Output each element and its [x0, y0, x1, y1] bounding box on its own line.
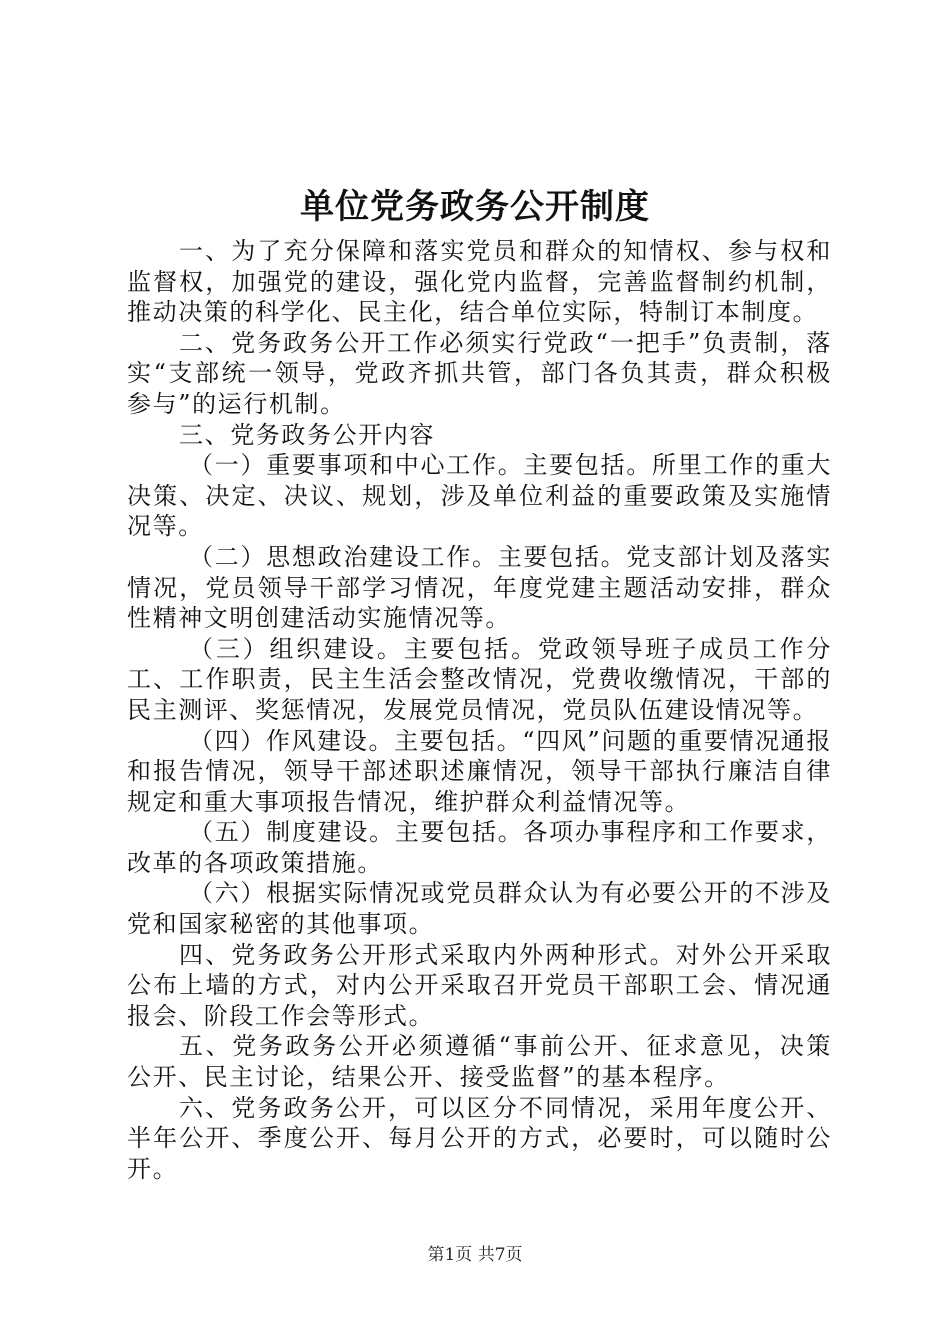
paragraph-3-item-3: （三）组织建设。主要包括。党政领导班子成员工作分工、工作职责，民主生活会整改情况，党费收缴情况，干部的民主测评、奖惩情况，发展党员情况，党员队伍建设情况等。	[127, 634, 832, 724]
page-number-footer: 第1页 共7页	[427, 1245, 523, 1265]
paragraph-3-item-2: （二）思想政治建设工作。主要包括。党支部计划及落实情况，党员领导干部学习情况，年度党建主题活动安排，群众性精神文明创建活动实施情况等。	[127, 542, 832, 633]
paragraph-3-heading: 三、党务政务公开内容	[179, 420, 435, 449]
paragraph-3-item-4: （四）作风建设。主要包括。“四风”问题的重要情况通报和报告情况，领导干部述职述廉情况，领导干部执行廉洁自律规定和重大事项报告情况，维护群众利益情况等。	[127, 726, 832, 816]
paragraph-6: 六、党务政务公开，可以区分不同情况，采用年度公开、半年公开、季度公开、每月公开的方式，必要时，可以随时公开。	[127, 1093, 832, 1183]
paragraph-1: 一、为了充分保障和落实党员和群众的知情权、参与权和监督权，加强党的建设，强化党内监督，完善监督制约机制，推动决策的科学化、民主化，结合单位实际，特制订本制度。	[127, 237, 832, 327]
document-body	[127, 236, 832, 1184]
paragraph-3-item-1: （一）重要事项和中心工作。主要包括。所里工作的重大决策、决定、决议、规划，涉及单位利益的重要政策及实施情况等。	[127, 451, 832, 541]
paragraph-3-item-5: （五）制度建设。主要包括。各项办事程序和工作要求，改革的各项政策措施。	[127, 818, 832, 877]
paragraph-3-item-6: （六）根据实际情况或党员群众认为有必要公开的不涉及党和国家秘密的其他事项。	[127, 879, 832, 939]
paragraph-2: 二、党务政务公开工作必须实行党政“一把手”负责制，落实“支部统一领导，党政齐抓共管，部门各负其责，群众积极参与”的运行机制。	[127, 328, 832, 418]
document-title: 单位党务政务公开制度	[300, 187, 650, 227]
paragraph-5: 五、党务政务公开必须遵循“事前公开、征求意见，决策公开、民主讨论，结果公开、接受监督”的基本程序。	[127, 1032, 832, 1092]
paragraph-4: 四、党务政务公开形式采取内外两种形式。对外公开采取公布上墙的方式，对内公开采取召开党员干部职工会、情况通报会、阶段工作会等形式。	[127, 940, 832, 1030]
